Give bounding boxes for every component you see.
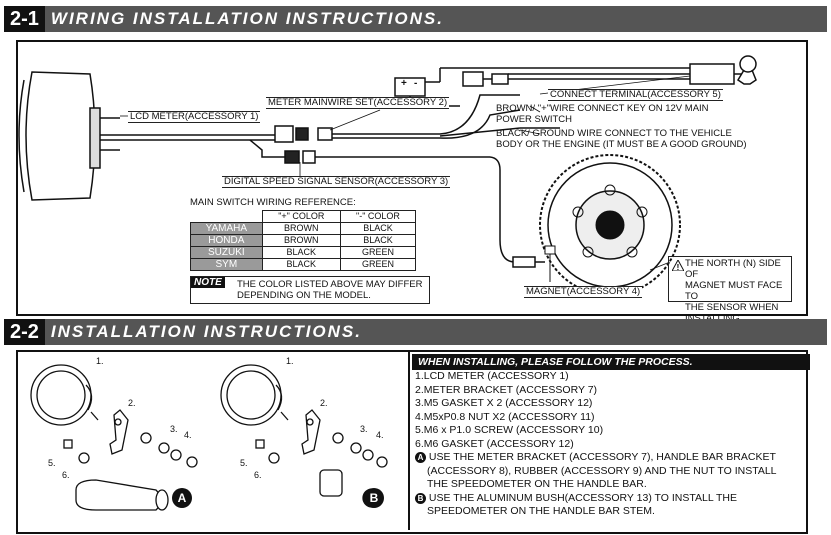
instruction-item: 1.LCD METER (ACCESSORY 1) xyxy=(415,370,569,382)
table-row xyxy=(191,223,416,235)
callout-5a: 5. xyxy=(48,458,56,468)
callout-6b: 6. xyxy=(254,470,262,480)
row-plus: BROWN xyxy=(262,223,340,235)
figure-label-b: B xyxy=(364,488,384,508)
note-tag: NOTE xyxy=(191,277,225,288)
reference-table xyxy=(190,210,416,271)
row-minus: BLACK xyxy=(340,235,415,247)
row-brand: SYM xyxy=(191,259,263,271)
instruction-item: 2.METER BRACKET (ACCESSORY 7) xyxy=(415,383,598,396)
instruction-b-line-2: SPEEDOMETER ON THE HANDLE BAR STEM. xyxy=(427,505,655,517)
north-line-3: THE SENSOR WHEN xyxy=(685,302,779,313)
callout-2b: 2. xyxy=(320,398,328,408)
instruction-b xyxy=(412,492,810,506)
col-minus-header: "-" COLOR xyxy=(340,211,415,223)
note-box xyxy=(190,276,430,304)
brown-wire-line-2: POWER SWITCH xyxy=(496,114,572,125)
section-title: WIRING INSTALLATION INSTRUCTIONS. xyxy=(50,9,444,28)
instructions-heading: WHEN INSTALLING, PLEASE FOLLOW THE PROCESS. xyxy=(412,354,810,370)
section-number: 2-1 xyxy=(4,6,45,32)
section-number: 2-2 xyxy=(4,319,45,345)
svg-text:!: ! xyxy=(676,263,680,271)
instruction-item: 5.M6 x P1.0 SCREW (ACCESSORY 10) xyxy=(415,424,604,436)
table-row xyxy=(191,259,416,271)
instruction-a-line-2: (ACCESSORY 8), RUBBER (ACCESSORY 9) AND THE NUT TO INSTALL xyxy=(427,464,777,477)
exploded-view-b xyxy=(221,365,387,507)
table-header-row xyxy=(191,211,416,223)
callout-1a: 1. xyxy=(96,356,104,366)
label-speed-sensor: DIGITAL SPEED SIGNAL SENSOR(ACCESSORY 3) xyxy=(224,176,449,187)
instruction-b-line-1: USE THE ALUMINUM BUSH(ACCESSORY 13) TO INSTALL THE xyxy=(428,491,738,504)
label-mainwire: METER MAINWIRE SET(ACCESSORY 2) xyxy=(268,97,448,108)
table-row xyxy=(191,247,416,259)
reference-title: MAIN SWITCH WIRING REFERENCE: xyxy=(190,197,356,208)
callout-4b: 4. xyxy=(376,430,384,440)
row-brand: HONDA xyxy=(191,235,263,247)
instruction-item: 3.M5 GASKET X 2 (ACCESSORY 12) xyxy=(415,397,593,409)
label-lcd-meter: LCD METER(ACCESSORY 1) xyxy=(130,111,259,122)
row-plus: BROWN xyxy=(262,235,340,247)
label-black-wire xyxy=(496,128,747,150)
north-warning xyxy=(668,256,792,313)
callout-3b: 3. xyxy=(360,424,368,434)
label-magnet: MAGNET(ACCESSORY 4) xyxy=(526,286,641,297)
instruction-a-line-1: USE THE METER BRACKET (ACCESSORY 7), HANDLE BAR BRACKET xyxy=(428,451,776,463)
battery-minus: - xyxy=(414,78,418,89)
battery-plus: + xyxy=(401,78,407,89)
instruction-a xyxy=(412,451,810,465)
note-line-2: DEPENDING ON THE MODEL. xyxy=(237,290,371,301)
callout-4a: 4. xyxy=(184,430,192,440)
label-brown-wire xyxy=(496,103,709,125)
exploded-view-a xyxy=(31,365,197,510)
note-line-1: THE COLOR LISTED ABOVE MAY DIFFER xyxy=(237,279,423,290)
section-title: INSTALLATION INSTRUCTIONS. xyxy=(50,322,362,341)
instruction-a-line-3: THE SPEEDOMETER ON THE HANDLE BAR. xyxy=(427,478,647,490)
marker-a-icon: A xyxy=(415,452,426,463)
black-wire-line-2: BODY OR THE ENGINE (IT MUST BE A GOOD GROUND) xyxy=(496,139,747,150)
row-brand: SUZUKI xyxy=(191,247,263,259)
warning-icon xyxy=(672,260,684,271)
row-minus: GREEN xyxy=(340,247,415,259)
row-plus: BLACK xyxy=(262,259,340,271)
callout-6a: 6. xyxy=(62,470,70,480)
callout-3a: 3. xyxy=(170,424,178,434)
row-minus: BLACK xyxy=(340,223,415,235)
instructions-block xyxy=(412,354,810,519)
row-brand: YAMAHA xyxy=(191,223,263,235)
instruction-item: 4.M5xP0.8 NUT X2 (ACCESSORY 11) xyxy=(415,410,595,423)
row-plus: BLACK xyxy=(262,247,340,259)
callout-5b: 5. xyxy=(240,458,248,468)
row-minus: GREEN xyxy=(340,259,415,271)
black-wire-line-1: BLACK/ GROUND WIRE CONNECT TO THE VEHICLE xyxy=(496,128,732,139)
sprocket-disc xyxy=(540,155,680,295)
label-connect-terminal: CONNECT TERMINAL(ACCESSORY 5) xyxy=(550,89,721,100)
brown-wire-line-1: BROWN/ "+"WIRE CONNECT KEY ON 12V MAIN xyxy=(496,103,709,114)
callout-2a: 2. xyxy=(128,398,136,408)
marker-b-icon: B xyxy=(415,493,426,504)
table-row xyxy=(191,235,416,247)
lcd-meter-side xyxy=(19,72,120,200)
callout-1b: 1. xyxy=(286,356,294,366)
exploded-views xyxy=(16,350,416,530)
figure-label-a: A xyxy=(172,488,192,508)
section-header-installation xyxy=(4,319,827,345)
col-plus-header: "+" COLOR xyxy=(262,211,340,223)
north-line-1: THE NORTH (N) SIDE OF xyxy=(685,258,781,280)
instruction-item: 6.M6 GASKET (ACCESSORY 12) xyxy=(415,437,574,450)
north-line-2: MAGNET MUST FACE TO xyxy=(685,280,783,302)
